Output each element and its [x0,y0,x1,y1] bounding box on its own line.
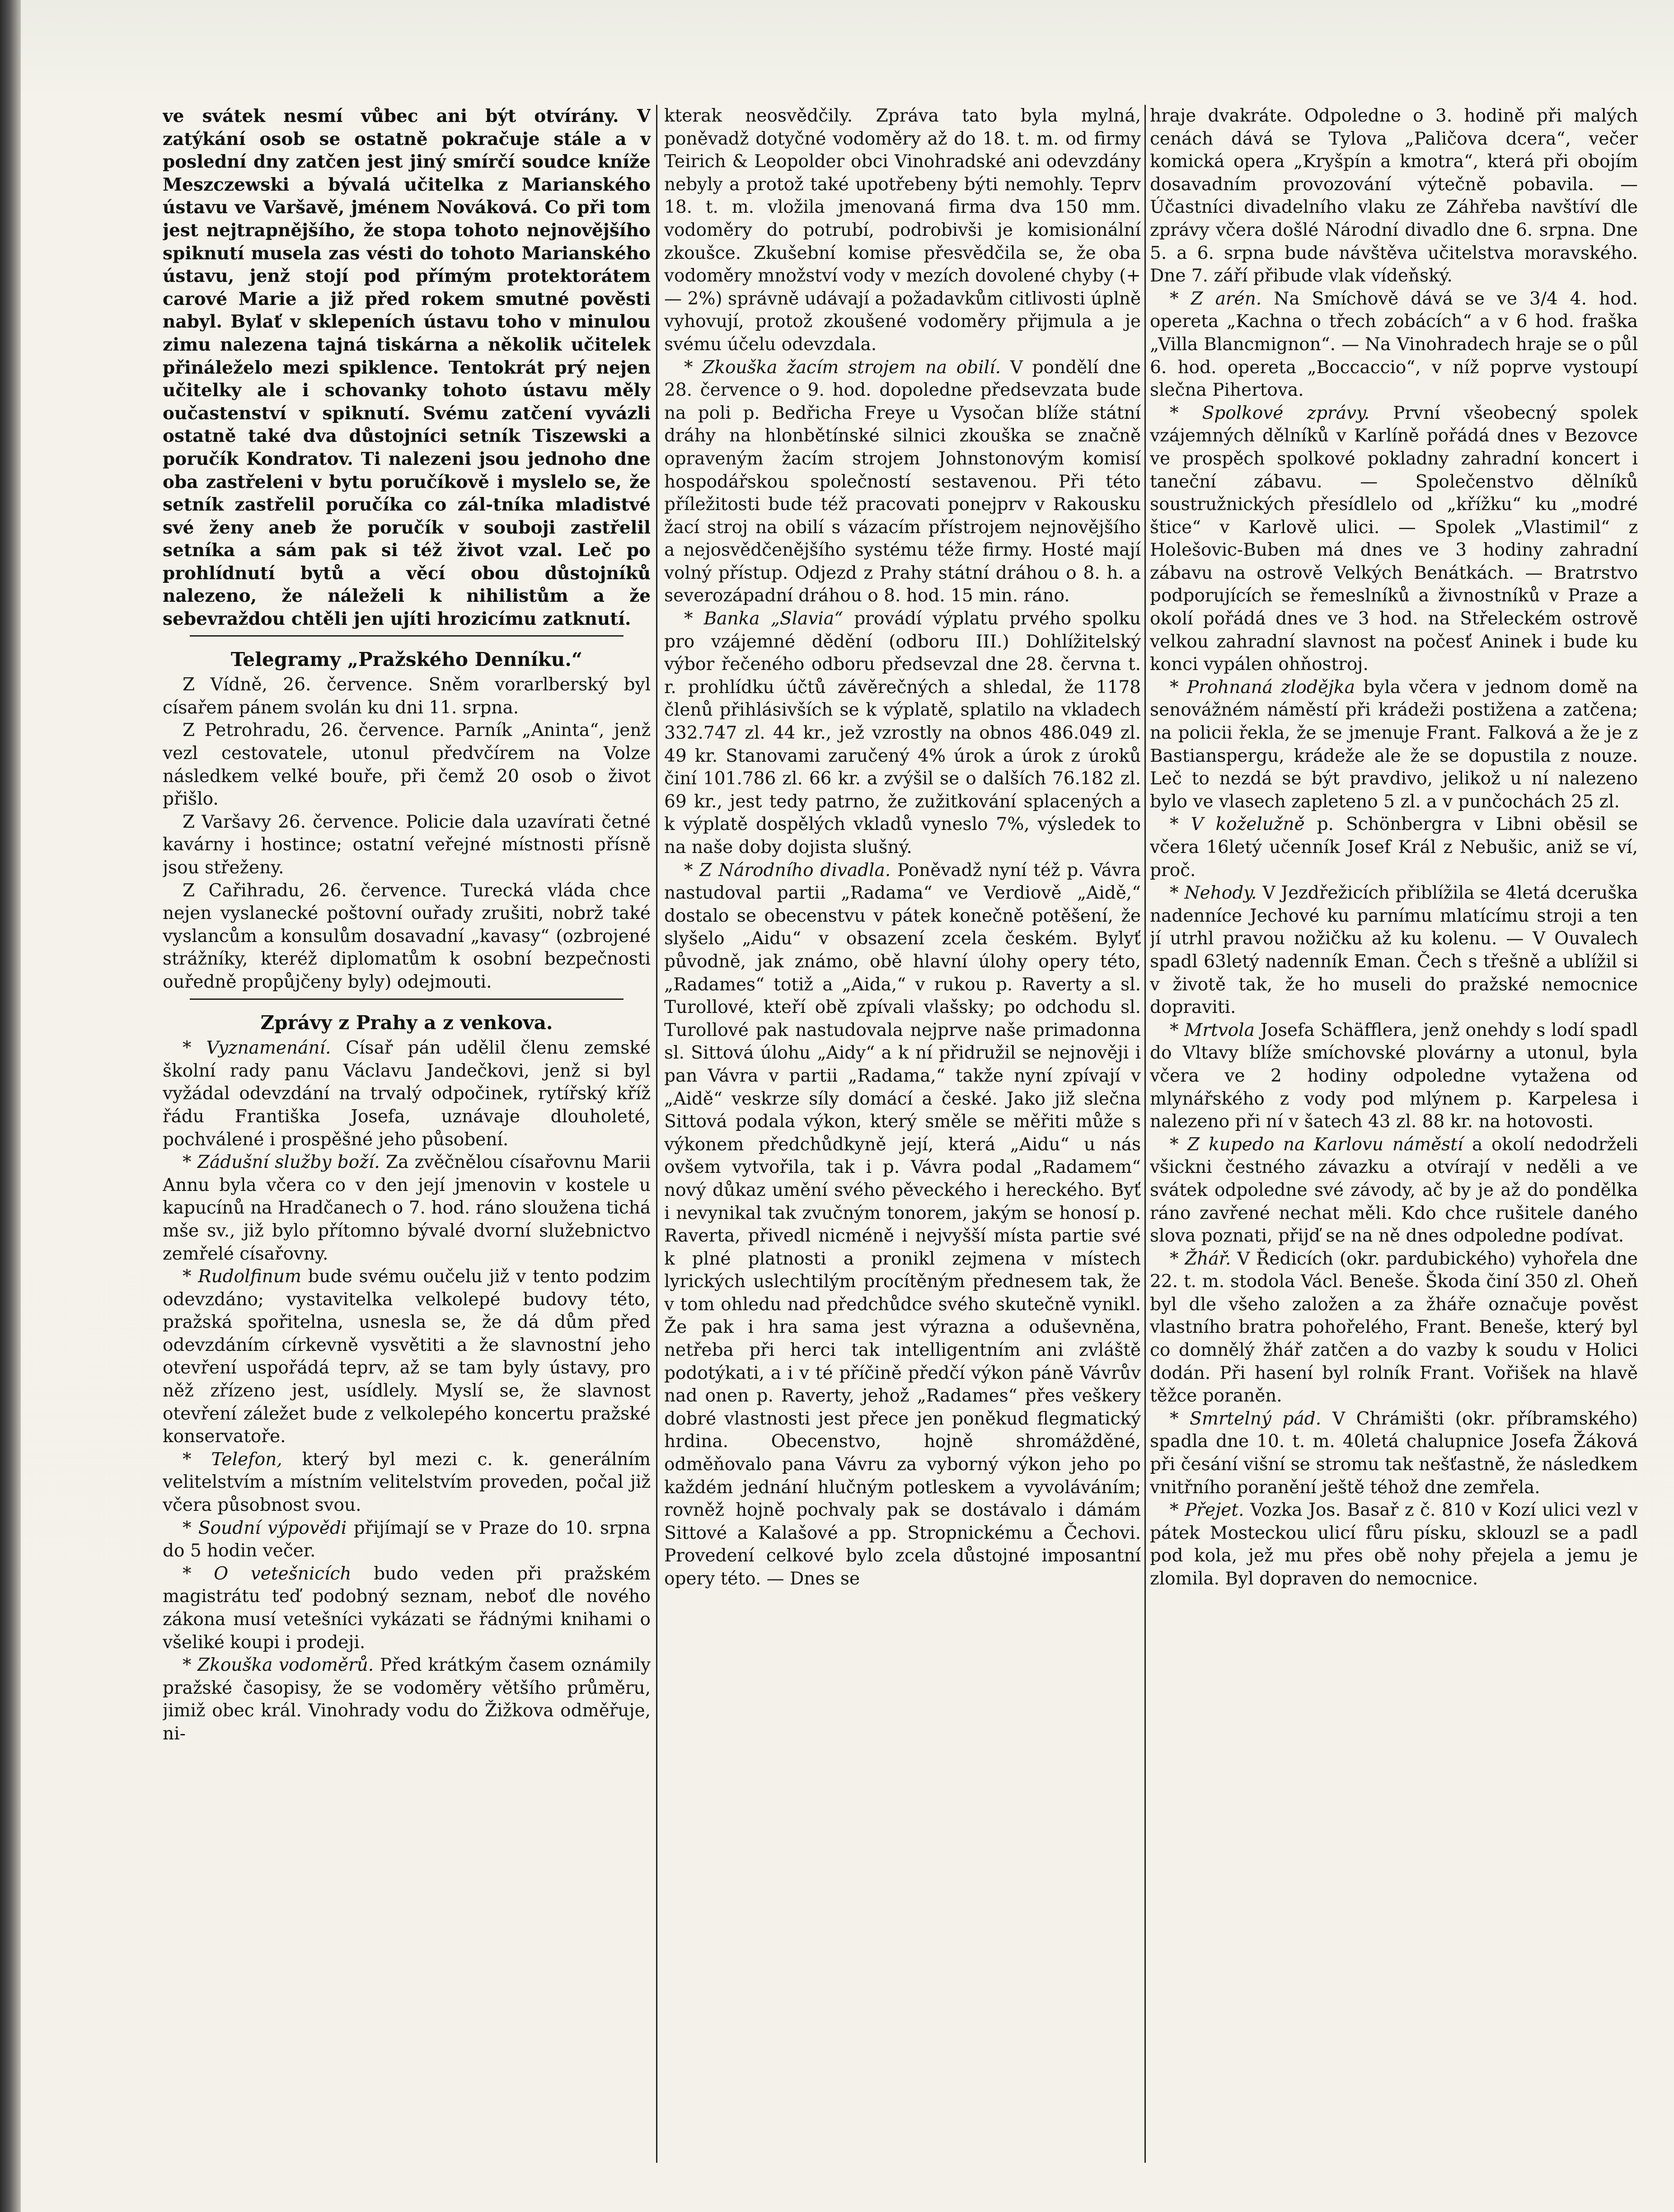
news-item-text: V pondělí dne 28. července o 9. hod. dopoledne předsevzata bude na poli p. Bedřicha Freye u Vysočan blíže státní dráhy na hlonbětínské silnici zkouška se značně opraveným žacím strojem Johnstonovým komisí hospodářskou společností sestavenou. Při této příležitosti bude též pracovati ponejprv v Rakousku žací stroj na obilí s vázacím přístrojem nejnovějšího a nejosvědčenějšího systému téže firmy. Hosté mají volný přístup. Odjezd z Prahy státní dráhou o 8. h. a severozápadní dráhou o 8. hod. 15 min. ráno. [664,357,1141,606]
news-item [1150,1408,1638,1499]
news-item [1150,882,1638,1019]
news-item-text: provádí výplatu prvého spolku pro vzájemné dědění (odboru III.) Dohlížitelský výbor řečeného odboru předsevzal dne 28. června t. r. prohlídku účtů závěrečných a shledal, že 1178 členů přihlásivších se k výplatě, splatilo na vkladech 332.747 zl. 44 kr., jež vzrostly na obnos 486.049 zl. 49 kr. Stanovami zaručený 4% úrok a úrok z úroků činí 101.786 zl. 66 kr. a zvýšil se o dalších 76.182 zl. 69 kr., jest tedy patrno, že zužitkování splacených a k výplatě dospělých vkladů vyneslo 7%, výsledek to na naše doby dojista slušný. [664,609,1141,858]
news-item [163,1654,651,1745]
news-item-label: * Zkouška žacím strojem na obilí. [684,357,1001,378]
paragraph: hraje dvakráte. Odpoledne o 3. hodině při malých cenách dává se Tylova „Paličova dcera“, večer komická opera „Kryšpín a kmotra“, která při obojím dosavadním provozování výtečně pobavila. — Účastníci divadelního vlaku ze Záhřeba navštíví dle zprávy včera došlé Národní divadlo dne 6. srpna. Dne 5. a 6. srpna bude návštěva učitelstva moravského. Dne 7. září přibude vlak vídeňský. [1150,106,1638,286]
news-item-text: přijímají se v Praze do 10. srpna do 5 hodin večer. [163,1518,651,1561]
news-item-text: První všeobecný spolek vzájemných dělníků v Karlíně pořádá dnes v Bezovce ve prospěch spolkové pokladny zahradní koncert i taneční zábavu. — Společenstvo dělníků soustružnických přesídlelo od „křížku“ ku „modré štice“ v Karlově ulici. — Spolek „Vlastimil“ z Holešovic-Buben má dnes ve 3 hodiny zahradní zábavu na ostrově Velkých Benátkách. — Bratrstvo podporujících se řemeslníků a živnostníků v Praze a okolí pořádá dnes ve 3 hod. na Střeleckém ostrově velkou zahradní slavnost na počesť Aninek i bude ku konci vypálen ohňostroj. [1150,403,1638,675]
news-item-text: byla včera v jednom domě na senovážném náměstí při krádeži postižena a zatčena; na policii řekla, že se jmenuje Frant. Falková a že je z Bastianspergu, krádeže ale že se dopustila z nouze. Leč to nezdá se být pravdivo, jelikož u ní nalezeno bylo ve vlasech zapleteno 5 zl. a v punčochách 25 zl. [1150,677,1638,812]
news-item-label: * Soudní výpovědi [183,1518,347,1538]
news-item-label: * O vetešnicích [183,1563,352,1584]
news-item-label: * Žhář. [1170,1248,1231,1269]
news-item [163,1448,651,1517]
news-item-label: * V koželužně [1170,814,1305,835]
news-item [163,1037,651,1151]
paragraph: kterak neosvědčily. Zpráva tato byla mylná, poněvadž dotyčné vodoměry až do 18. t. m. od firmy Teirich & Leopolder obci Vinohradské ani odevzdány nebyly a protož také upotřebeny býti nemohly. Teprv 18. t. m. vložila jmenovaná firma dva 150 mm. vodoměry do potrubí, podrobivši je komisionální zkoušce. Zkušební komise přesvědčila se, že oba vodoměry množství vody v mezích dovolené chyby (+ — 2%) správně udávají a požadavkům citlivosti úplně vyhovují, protož zkoušené vodoměry přijmula a je svému účelu odevzdala. [664,106,1141,355]
telegram-petersburg: Z Petrohradu, 26. července. Parník „Aninta“, jenž vezl cestovatele, utonul předvčírem na Volze následkem velké bouře, při čemž 20 osob o život přišlo. [163,720,651,810]
news-item-text: Na Smíchově dává se ve 3/4 4. hod. opereta „Kachna o třech zobácích“ a v 6 hod. fraška „Villa Blancmignon“. — Na Vinohradech hraje se o půl 6. hod. opereta „Boccaccio“, v níž poprve vystoupí slečna Pihertova. [1150,288,1638,401]
paragraph: ve svátek nesmí vůbec ani být otvírány. V zatýkání osob se ostatně pokračuje stále a v poslední dny zatčen jest jiný smírčí soudce kníže Meszczewski a bývalá učitelka z Marianského ústavu ve Varšavě, jménem Nováková. Co při tom jest nejtrapnějšího, že stopa tohoto nejnovějšího spiknutí musela zas vésti do tohoto Marianského ústavu, jenž stojí pod přímým protektorátem carové Marie a již před rokem smutné pověsti nabyl. Bylať v sklepeních ústavu toho v minulou zimu nalezena tajná tiskárna a několik učitelek přináleželo mezi spiklence. Tentokrát prý nejen učitelky ale i schovanky tohoto ústavu měly oučastenství v spiknutí. Svému zatčení vyvázli ostatně také dva důstojníci setník Tiszewski a poručík Kondratov. Ti nalezeni jsou jednoho dne oba zastřeleni v bytu poručíkově i myslelo se, že setník zastřelil poručíka co zál-tníka mladistvé své ženy aneb že poručík v souboji zastřelil setníka a sám pak si též život vzal. Leč po prohlídnutí bytů a věcí obou důstojníků nalezeno, že náleželi k nihilistům a že sebevraždou chtěli jen ujíti hrozicímu zatknutí. [163,106,651,630]
news-item [1150,1499,1638,1590]
news-item-text: a okolí nedodrželi všickni čestného závazku a otvírají v neděli a ve svátek odpoledne své závody, ač by je až do pondělka ráno zavřené nechat měli. Kdo chce rušitele daného slova poznati, přijď se na ně dnes odpoledne podívat. [1150,1134,1638,1247]
news-item-text: Před krátkým časem oznámily pražské časopisy, že se vodoměry většího průměru, jimiž obec král. Vinohrady vodu do Žižkova odměřuje, ni- [163,1655,651,1744]
news-item-label: * Banka „Slavia“ [684,609,844,629]
news-item [664,608,1141,859]
news-item-label: * Telefon, [183,1449,282,1470]
news-item-label: * Přejet. [1170,1500,1244,1521]
telegram-constantinople: Z Cařihradu, 26. července. Turecká vláda chce nejen vyslanecké poštovní ouřady zrušiti, nobrž také vyslancům a konsulům dosavadní „kavasy“ (ozbrojené strážníky, kteréž diplomatům k osobní bezpečnosti ouředně propůjčeny byly) odejmouti. [163,880,651,992]
news-item [1150,813,1638,882]
news-item [1150,1248,1638,1408]
news-item-label: * Z arén. [1170,288,1262,309]
news-item [1150,1134,1638,1248]
news-item-label: * Nehody. [1170,883,1257,904]
column-3 [1150,105,1638,2165]
news-item [1150,676,1638,814]
section-heading-news: Zprávy z Prahy a z venkova. [260,1011,553,1034]
news-item-label: * Mrtvola [1170,1020,1255,1040]
telegram-vienna: Z Vídně, 26. července. Sněm vorarlberský byl císařem pánem svolán ku dni 11. srpna. [163,675,651,718]
news-item-text: V Jezdřežicích přiblížila se 4letá dceruška nadenníce Jechové ku parnímu mlatícímu stroji a ten jí utrhl pravou nožičku až ku kolenu. — V Ouvalech spadl 63letý nadenník Eman. Čech s třešně a ublížil si v životě tak, že ho museli do pražské nemocnice dopraviti. [1150,883,1638,1018]
columns [0,105,1674,2165]
news-item [1150,288,1638,402]
news-item-label: * Zkouška vodoměrů. [183,1655,374,1676]
news-item-text: Josefa Schäfflera, jenž onehdy s lodí spadl do Vltavy blíže smíchovské plovárny a utonul, byla včera ve 2 hodiny odpoledne vytažena od mlynářského z vody pod mlýnem p. Karpelesa i nalezeno při ní v šatech 43 zl. 88 kr. na hotovosti. [1150,1020,1638,1132]
column-2 [664,105,1141,2165]
column-1 [163,105,651,2165]
section-divider [190,635,624,637]
news-item-text: který byl mezi c. k. generálním velitelstvím a místním velitelstvím proveden, počal již včera působnost svou. [163,1449,651,1516]
news-item-label: * Zádušní služby boží. [183,1152,380,1173]
news-item-label: * Spolkové zprávy. [1170,403,1370,423]
news-item-text: bude svému oučelu již v tento podzim odevzdáno; vystavitelka velkolepé budovy této, pražská spořitelna, usnesla se, že dá dům před odevzdáním církevně vysvětiti a že slavnostní jeho otevření uspořádá teprv, až se tam byly ústavy, pro něž zřízeno jest, usídlely. Myslí se, že slavnost otevření záležet bude z velkolepého koncertu pražské konservatoře. [163,1266,651,1447]
news-item [163,1517,651,1563]
news-item [163,1563,651,1654]
news-item-text: Poněvadž nyní též p. Vávra nastudoval partii „Radama“ ve Verdiově „Aidě,“ dostalo se obecenstvu v pátek konečně potěšení, že slyšelo „Aidu“ v obsazení zcela českém. Bylyť původně, jak známo, obě hlavní úlohy opery této, „Radames“ totiž a „Aida,“ v rukou p. Raverty a sl. Turollové, kteří obě zpívali vlašsky; po odchodu sl. Turollové pak nastudovala nejprve naše primadonna sl. Sittová úlohu „Aidy“ a k ní přidružil se nejnověji i pan Vávra v partii „Radama,“ takže nyní zpívají v „Aidě“ veskrze síly domácí a české. Jako již slečna Sittová podala výkon, který směle se měřiti může s výkonem předchůdkyně její, která „Aidu“ u nás ovšem vytvořila, tak i p. Vávra podal „Radamem“ nový důkaz umění svého pěveckého i hereckého. Byť i nevynikal tak zvučným tonorem, jakým se honosí p. Raverta, přivedl nicméně i nejvyšší místa partie své k plné platnosti a pronikl zejmena v místech lyrických uslechtilým procítěným přednesem tak, že v tom ohledu nad předchůdce svého skutečně vynikl. Že pak i hra sama jest výrazna a oduševněna, netřeba při herci tak intelligentním ani zvláště podotýkati, a i v té příčině předčí výkon páně Vávrův nad onen p. Raverty, jehož „Radames“ přes veškery dobré vlastnosti jest přece jen poněkud flegmatický hrdina. Obecenstvo, hojně shromážděné, odměňovalo pana Vávru za vyborný výkon jeho po každém jednání hlučným potleskem a vyvoláváním; rovněž hojně pochvaly pak se dostávalo i dámám Sittové a Kalašové a pp. Stropnickému a Čechovi. Provedení celkové bylo zcela důstojné imposantní opery této. — Dnes se [664,860,1141,1589]
news-item-text: V Ředicích (okr. pardubického) vyhořela dne 22. t. m. stodola Václ. Beneše. Škoda činí 350 zl. Oheň byl dle všeho založen a za žháře označuje pověst vlastního bratra pohořelého, Frant. Beneše, který byl co domnělý žhář zatčen a do vazby k soudu v Holici dodán. Při hasení byl rolník Frant. Vořišek na hlavě těžce poraněn. [1150,1248,1638,1406]
news-item [1150,402,1638,676]
news-item [664,356,1141,608]
news-item-text: V Chrámišti (okr. příbramského) spadla dne 10. t. m. 40letá chalupnice Josefa Žáková při česání višní se stromu tak nešťastně, že následkem vnitřního poranění ještě téhož dne zemřela. [1150,1408,1638,1498]
news-item [664,859,1141,1591]
news-item [163,1265,651,1448]
news-item-text: Císař pán udělil členu zemské školní rady panu Václavu Jandečkovi, jenž si byl vyžádal odevzdání na trvalý odpočinek, rytířský kříž řádu Františka Josefa, uznávaje dlouholeté, pochválené i prospěšné jeho působení. [163,1038,651,1150]
news-item-label: * Z Národního divadla. [684,860,891,881]
news-item-label: * Prohnaná zlodějka [1170,677,1355,698]
news-item-label: * Rudolfinum [183,1266,301,1287]
news-item-label: * Z kupedo na Karlovu náměstí [1170,1134,1463,1155]
news-item-text: Za zvěčnělou císařovnu Marii Annu byla včera co v den její jmenovin v kostele u kapucínů na Hradčanech o 7. hod. ráno sloužena tichá mše sv., již bylo přítomno bývalé dvorní služebnictvo zemřelé císařovny. [163,1152,651,1264]
section-divider [190,998,624,1000]
news-item-text: Vozka Jos. Basař z č. 810 v Kozí ulici vezl v pátek Mosteckou ulicí fůru písku, sklouzl se a padl pod kola, jež mu přes obě nohy přejela a jemu je zlomila. Byl dopraven do nemocnice. [1150,1500,1638,1589]
news-item-text: p. Schönbergra v Libni oběsil se včera 16letý učenník Josef Král z Nebušic, aniž se ví, proč. [1150,814,1638,881]
news-item [1150,1019,1638,1134]
news-item-label: * Smrtelný pád. [1170,1408,1322,1429]
news-item [163,1151,651,1265]
telegram-warsaw: Z Varšavy 26. července. Policie dala uzavírati četné kavárny i hostince; ostatní veřejné místnosti přísně jsou střeženy. [163,811,651,878]
news-item-label: * Vyznamenání. [183,1038,331,1059]
news-item-text: budo veden při pražském magistrátu teď podobný seznam, neboť dle nového zákona musí vetešníci vykázati se řádnými knihami o všeliké koupi i prodeji. [163,1563,651,1653]
section-heading-telegrams: Telegramy „Pražského Denníku.“ [230,648,583,670]
